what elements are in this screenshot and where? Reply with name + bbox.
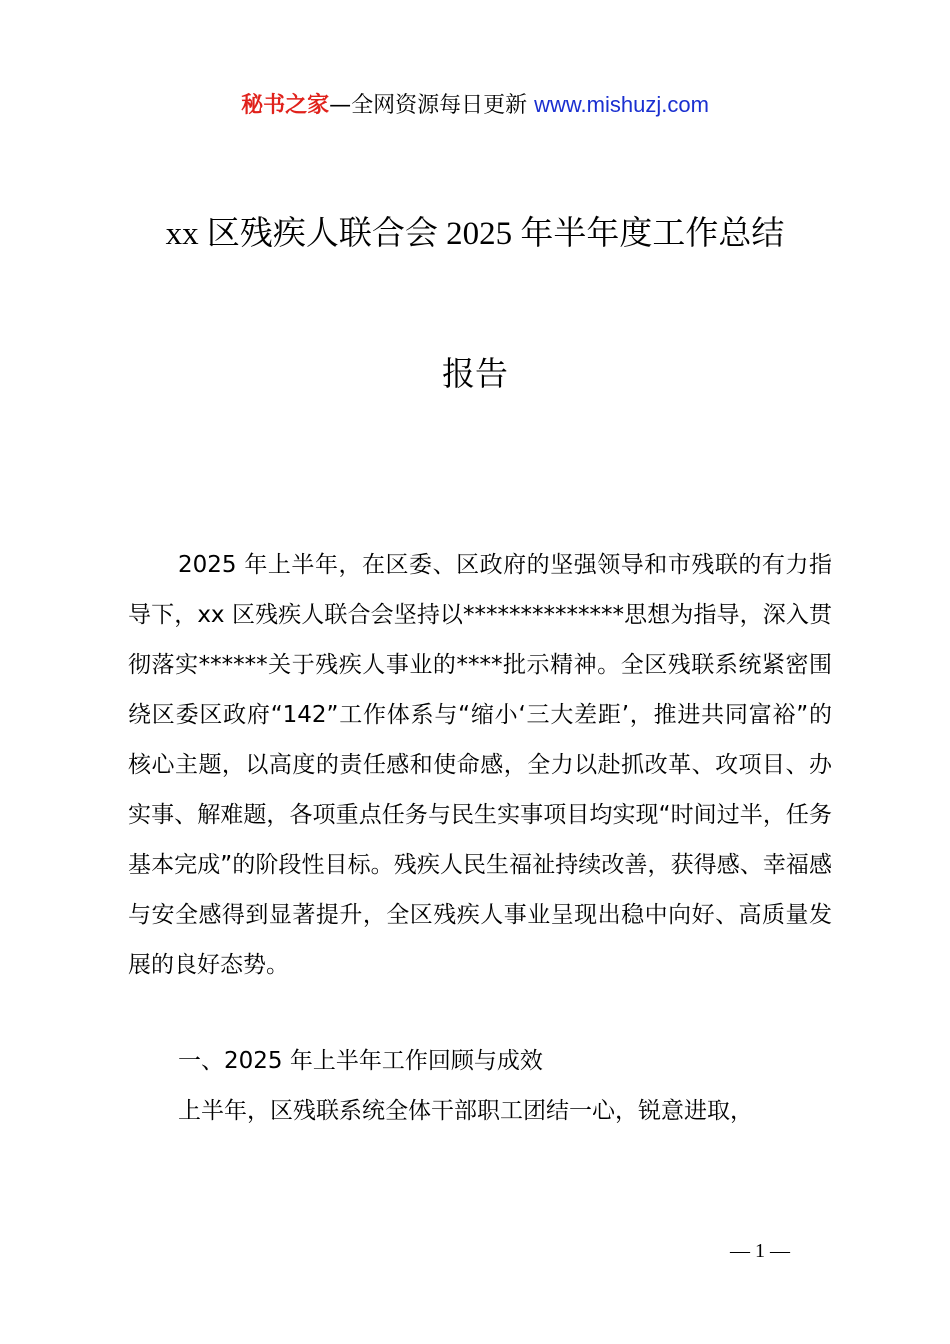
- site-url-link[interactable]: www.mishuzj.com: [534, 92, 709, 117]
- document-title-line-2: 报告: [442, 357, 508, 393]
- body-paragraph-intro: 2025 年上半年，在区委、区政府的坚强领导和市残联的有力指导下，xx 区残疾人联合会坚持以**************思想为指导，深入贯彻落实******关于残疾人事业的****批示精神。全区残联系统紧密围绕区委区政府“142”工作体系与“缩小‘三大差距’，推进共同富裕”的核心主题，以高度的责任感和使命感，全力以赴抓改革、攻项目、办实事、解难题，各项重点任务与民生实事项目均实现“时间过半，任务基本完成”的阶段性目标。残疾人民生福祉持续改善，获得感、幸福感与安全感得到显著提升，全区残疾人事业呈现出稳中向好、高质量发展的良好态势。: [128, 552, 832, 978]
- header-tagline: —全网资源每日更新: [329, 93, 528, 118]
- section-heading-1: 一、2025 年上半年工作回顾与成效: [178, 1048, 543, 1074]
- body-paragraph-section-1: 上半年，区残联系统全体干部职工团结一心，锐意进取，: [178, 1098, 753, 1124]
- site-header: [0, 88, 950, 123]
- brand-name: 秘书之家: [241, 93, 330, 118]
- document-title-line-1: xx 区残疾人联合会 2025 年半年度工作总结: [165, 216, 785, 252]
- page-number: — 1 —: [730, 1240, 790, 1262]
